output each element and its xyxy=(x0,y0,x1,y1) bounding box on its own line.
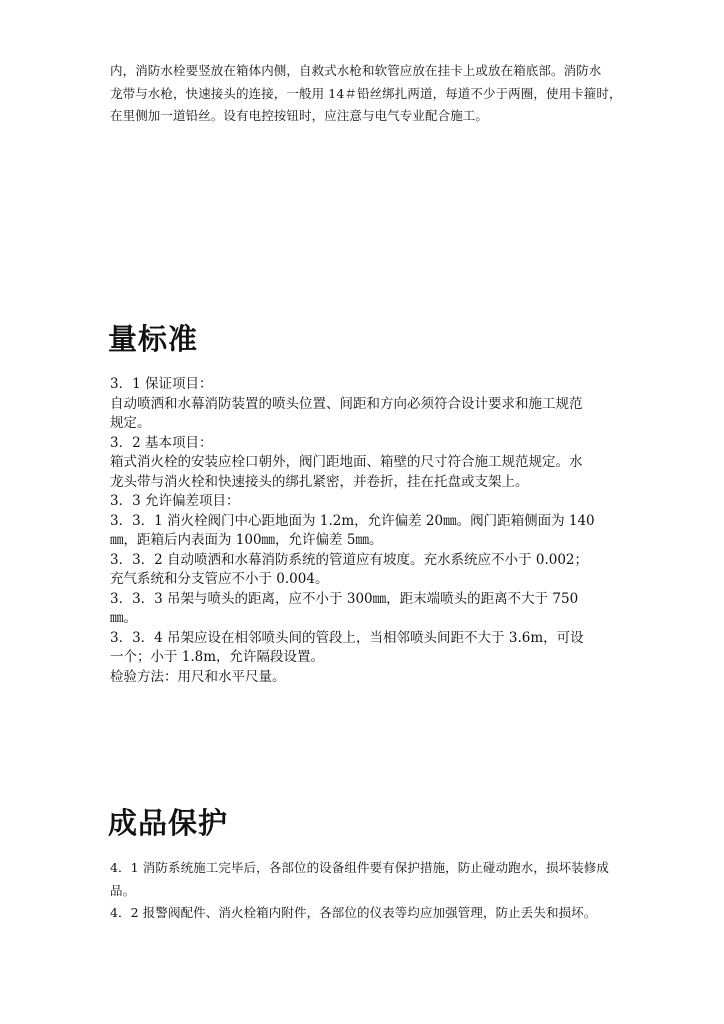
paragraph-line: 3．3 允许偏差项目： xyxy=(110,493,240,509)
paragraph-line: 3．1 保证项目： xyxy=(110,376,213,392)
paragraph-line: 3．2 基本项目： xyxy=(110,434,213,451)
product-protection-section xyxy=(110,857,626,925)
paragraph-line: 龙头带与消火栓和快速接头的绑扎紧密，并卷折，挂在托盘或支架上。 xyxy=(110,473,529,490)
section-heading-protection: 成品保护 xyxy=(108,806,229,840)
paragraph-line: 3．3．1 消火栓阀门中心距地面为 1.2m，允许偏差 20㎜。阀门距箱侧面为 140 xyxy=(110,512,595,529)
paragraph-line: 箱式消火栓的安装应栓口朝外，阀门距地面、箱壁的尺寸符合施工规范规定。水 xyxy=(110,454,583,470)
paragraph-line: 检验方法：用尺和水平尺量。 xyxy=(110,668,286,685)
paragraph-line: 3．3．3 吊架与喷头的距离，应不小于 300㎜，距末端喷头的距离不大于 750 xyxy=(110,590,579,607)
paragraph-line: ㎜。 xyxy=(110,610,137,626)
paragraph-line: 自动喷洒和水幕消防装置的喷头位置、间距和方向必须符合设计要求和施工规范 xyxy=(110,395,583,412)
paragraph-line: 内，消防水栓要竖放在箱体内侧，自救式水枪和软管应放在挂卡上或放在箱底部。消防水 xyxy=(110,63,602,78)
paragraph-line: 一个；小于 1.8m，允许隔段设置。 xyxy=(110,649,325,665)
paragraph-line: 品。 xyxy=(110,882,136,898)
intro-paragraph xyxy=(110,60,626,128)
section-heading-quality: 量标准 xyxy=(108,322,199,356)
paragraph-line: 4．2 报警阀配件、消火栓箱内附件，各部位的仪表等均应加强管理，防止丢失和损坏。 xyxy=(110,905,597,920)
paragraph-line: 4．1 消防系统施工完毕后，各部位的设备组件要有保护措施，防止碰动跑水，损坏装修成 xyxy=(110,860,609,875)
quality-standard-section xyxy=(110,375,626,687)
paragraph-line: 3．3．2 自动喷洒和水幕消防系统的管道应有坡度。充水系统应不小于 0.002； xyxy=(110,551,588,568)
paragraph-line: 规定。 xyxy=(110,415,151,431)
paragraph-line: 3．3．4 吊架应设在相邻喷头间的管段上，当相邻喷头间距不大于 3.6m，可设 xyxy=(110,629,584,646)
paragraph-line: ㎜，距箱后内表面为 100㎜，允许偏差 5㎜。 xyxy=(110,532,383,548)
paragraph-line: 在里侧加一道铅丝。设有电控按钮时，应注意与电气专业配合施工。 xyxy=(110,108,489,123)
paragraph-line: 充气系统和分支管应不小于 0.004。 xyxy=(110,571,329,587)
paragraph-line: 龙带与水枪，快速接头的连接，一般用 14＃铅丝绑扎两道，每道不少于两圈，使用卡箍时， xyxy=(110,85,622,101)
